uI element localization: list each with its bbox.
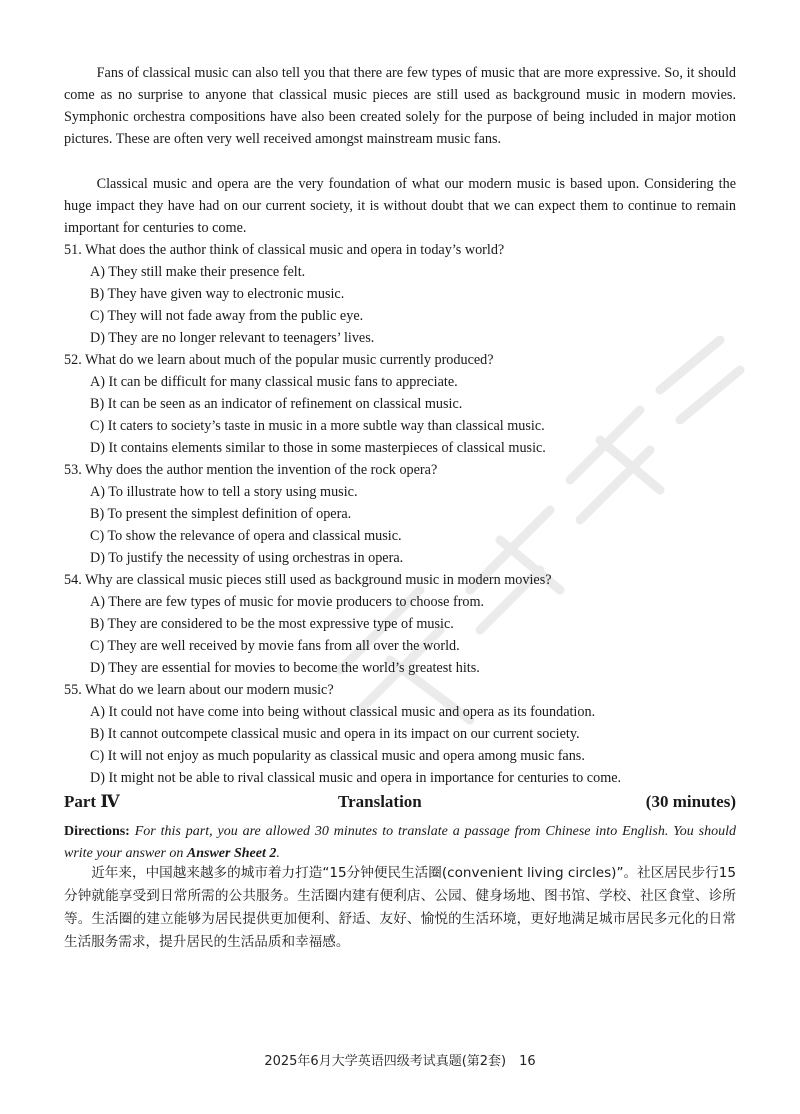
question-number: 52. <box>64 352 82 368</box>
option-b: B) They are considered to be the most expressive type of music. <box>90 616 454 632</box>
question-text: Why does the author mention the invention of the rock opera? <box>85 462 438 478</box>
question-52 <box>64 349 744 459</box>
option-a: A) There are few types of music for movie producers to choose from. <box>90 594 485 610</box>
question-number: 55. <box>64 682 82 698</box>
option-b: B) They have given way to electronic music. <box>90 286 345 302</box>
option-d: D) They are essential for movies to become the world’s greatest hits. <box>90 660 480 676</box>
option-d: D) It might not be able to rival classical music and opera in importance for centuries to come. <box>90 770 622 786</box>
question-number: 54. <box>64 572 82 588</box>
option-a: A) It can be difficult for many classical music fans to appreciate. <box>90 374 458 390</box>
option-a: A) It could not have come into being without classical music and opera as its foundation. <box>90 704 596 720</box>
option-a: A) They still make their presence felt. <box>90 264 306 280</box>
directions-label: Directions: <box>64 824 130 839</box>
option-c: C) They will not fade away from the public eye. <box>90 308 364 324</box>
part-header <box>64 792 736 818</box>
option-b: B) It cannot outcompete classical music and opera in its impact on our current society. <box>90 726 580 742</box>
translation-passage: 近年来，中国越来越多的城市着力打造“15分钟便民生活圈(convenient living circles)”。社区居民步行15分钟就能享受到日常所需的公共服务。生活圈内建有便利店、公园、健身场地、图书馆、学校、社区食堂、诊所等。生活圈的建立能够为居民提供更加便利、舒适、友好、愉悦的生活环境，更好地满足城市居民多元化的日常生活服务需求，提升居民的生活品质和幸福感。 <box>64 865 736 950</box>
option-c: C) They are well received by movie fans from all over the world. <box>90 638 460 654</box>
passage-paragraph-1: Fans of classical music can also tell you that there are few types of music that are more expressive. So, it should come as no surprise to anyone that classical music pieces are still used as background music in modern movies. Symphonic orchestra compositions have also been created solely for the purpose of being included in major motion pictures. These are often very well received amongst mainstream music fans. <box>64 65 736 147</box>
option-b: B) To present the simplest definition of opera. <box>90 506 352 522</box>
answer-sheet-ref: Answer Sheet 2 <box>186 846 277 861</box>
question-53 <box>64 459 744 569</box>
question-number: 53. <box>64 462 82 478</box>
option-c: C) It will not enjoy as much popularity as classical music and opera among music fans. <box>90 748 585 764</box>
option-b: B) It can be seen as an indicator of refinement on classical music. <box>90 396 463 412</box>
option-d: D) It contains elements similar to those in some masterpieces of classical music. <box>90 440 546 456</box>
part-time: (30 minutes) <box>645 792 736 811</box>
part-title: Translation <box>338 792 422 811</box>
directions-text: For this part, you are allowed 30 minutes to translate a passage from Chinese into English. You should write your answer on <box>64 824 737 861</box>
question-text: Why are classical music pieces still used as background music in modern movies? <box>85 572 552 588</box>
option-c: C) It caters to society’s taste in music in a more subtle way than classical music. <box>90 418 545 434</box>
option-d: D) They are no longer relevant to teenagers’ lives. <box>90 330 375 346</box>
passage-paragraph-2: Classical music and opera are the very foundation of what our modern music is based upon. Considering the huge impact they have had on our current society, it is without doubt that we can expect them to continue to remain important for centuries to come. <box>64 176 736 236</box>
directions <box>64 821 736 865</box>
question-51 <box>64 239 744 349</box>
page-footer: 2025年6月大学英语四级考试真题(第2套) 16 <box>264 1054 536 1069</box>
option-c: C) To show the relevance of opera and classical music. <box>90 528 402 544</box>
question-55 <box>64 679 744 789</box>
question-text: What do we learn about our modern music? <box>85 682 334 698</box>
option-d: D) To justify the necessity of using orchestras in opera. <box>90 550 404 566</box>
question-number: 51. <box>64 242 82 258</box>
part-label: Part Ⅳ <box>64 792 120 811</box>
directions-end: . <box>276 846 280 861</box>
question-text: What does the author think of classical music and opera in today’s world? <box>85 242 505 258</box>
question-54 <box>64 569 744 679</box>
option-a: A) To illustrate how to tell a story using music. <box>90 484 358 500</box>
question-text: What do we learn about much of the popular music currently produced? <box>85 352 494 368</box>
